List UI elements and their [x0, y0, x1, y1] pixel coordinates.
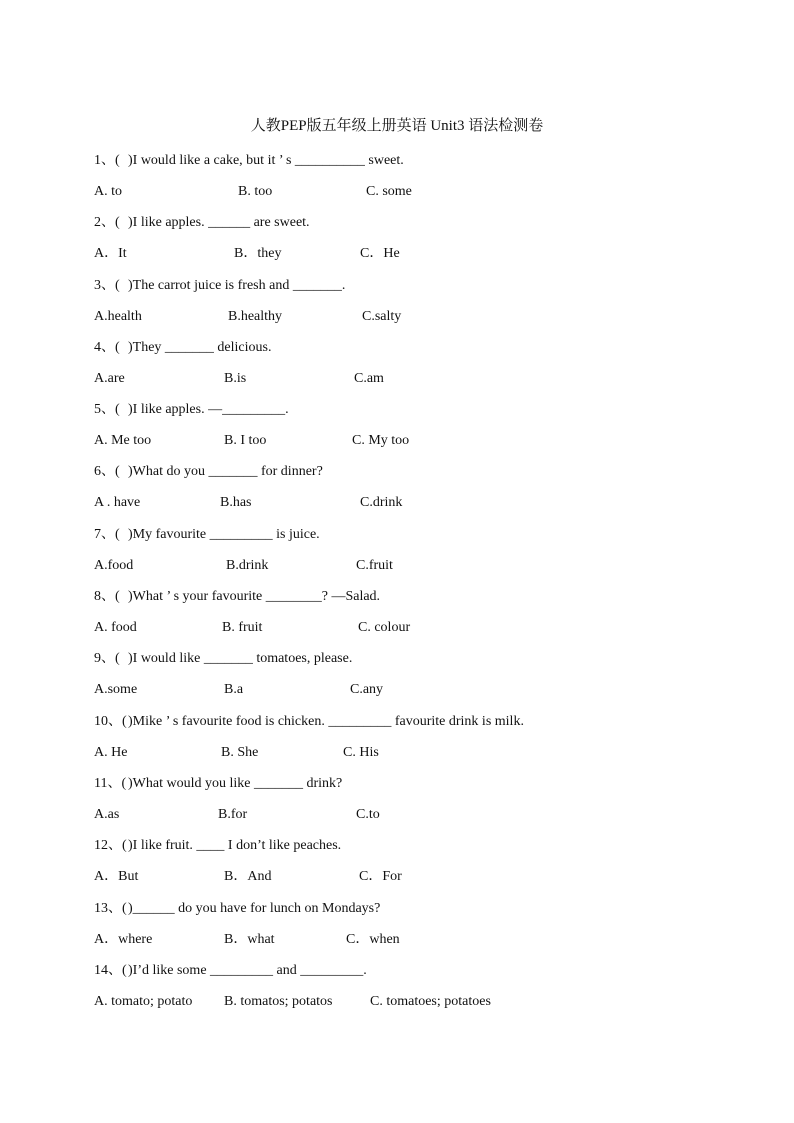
question-number: 12、(	[94, 838, 127, 854]
question-stem	[94, 338, 271, 358]
option-c: C.salty	[362, 308, 402, 324]
question-stem	[94, 400, 289, 420]
option-b: B．what	[224, 931, 275, 947]
option-a: A．where	[94, 931, 153, 947]
option-c: C. tomatoes; potatoes	[370, 993, 491, 1009]
option-b: B. I too	[224, 433, 267, 449]
question-stem	[94, 836, 341, 856]
question-number: 2、(	[94, 215, 120, 231]
question-text: )The carrot juice is fresh and _______.	[128, 277, 346, 293]
option-a: A．But	[94, 869, 139, 885]
question-text: )I like apples. ______ are sweet.	[128, 215, 310, 231]
question-number: 13、(	[94, 900, 127, 916]
question-stem	[94, 151, 404, 171]
option-a: A.some	[94, 682, 138, 698]
question-text: )My favourite _________ is juice.	[128, 526, 320, 542]
question-2	[94, 213, 734, 275]
question-3	[94, 276, 734, 338]
question-text: )I like fruit. ____ I don’t like peaches.	[128, 838, 342, 854]
question-4	[94, 338, 734, 400]
question-text: )I would like a cake, but it ’ s __________ sweet.	[128, 153, 404, 168]
option-c: C.to	[356, 806, 380, 822]
question-stem	[94, 899, 380, 919]
option-b: B.for	[218, 806, 248, 822]
option-c: C．when	[346, 931, 400, 947]
question-text: )They _______ delicious.	[128, 339, 272, 355]
option-a: A. Me too	[94, 433, 152, 449]
question-text: )Mike ’ s favourite food is chicken. _________ favourite drink is milk.	[128, 713, 524, 729]
option-a: A . have	[94, 495, 141, 511]
question-stem	[94, 774, 342, 794]
option-b: B.is	[224, 370, 247, 386]
option-b: B. She	[221, 744, 259, 760]
option-b: B.a	[224, 682, 244, 698]
option-c: C．He	[360, 246, 400, 262]
question-1	[94, 151, 734, 213]
option-b: B.drink	[226, 557, 269, 573]
question-8	[94, 587, 734, 649]
option-a: A.are	[94, 370, 125, 386]
question-text: )I would like _______ tomatoes, please.	[128, 651, 353, 667]
question-text: )What ’ s your favourite ________? —Salad.	[128, 589, 381, 605]
option-b: B.has	[220, 495, 252, 511]
question-number: 3、(	[94, 277, 120, 293]
option-c: C.fruit	[356, 557, 393, 573]
option-a: A.food	[94, 557, 134, 573]
option-c: C. colour	[358, 620, 411, 636]
question-number: 11、(	[94, 775, 127, 791]
question-6	[94, 462, 734, 524]
option-a: A．It	[94, 246, 127, 262]
question-list	[94, 151, 734, 1023]
option-c: C.drink	[360, 495, 403, 511]
option-a: A. He	[94, 744, 128, 760]
option-c: C. His	[343, 744, 379, 760]
option-b: B．And	[224, 869, 272, 885]
option-a: A.as	[94, 806, 120, 822]
question-stem	[94, 587, 380, 607]
option-b: B．they	[234, 246, 282, 262]
option-a: A. to	[94, 184, 122, 199]
question-stem	[94, 712, 524, 732]
option-c: C．For	[359, 869, 402, 885]
question-number: 7、(	[94, 526, 120, 542]
question-number: 4、(	[94, 339, 120, 355]
question-7	[94, 525, 734, 587]
question-9	[94, 649, 734, 711]
option-c: C. some	[366, 184, 412, 199]
option-b: B. tomatos; potatos	[224, 993, 333, 1009]
question-12	[94, 836, 734, 898]
question-number: 14、(	[94, 962, 127, 978]
question-stem	[94, 213, 310, 233]
option-a: A. food	[94, 620, 137, 636]
question-text: )I’d like some _________ and _________.	[128, 962, 367, 978]
page-title: 人教PEP版五年级上册英语 Unit3 语法检测卷	[250, 118, 544, 134]
question-14	[94, 961, 734, 1023]
question-stem	[94, 462, 323, 482]
option-b: B. too	[238, 184, 273, 199]
question-number: 6、(	[94, 464, 120, 480]
question-text: )______ do you have for lunch on Mondays?	[128, 900, 381, 916]
question-stem	[94, 525, 320, 545]
question-text: )What do you _______ for dinner?	[128, 464, 323, 480]
question-5	[94, 400, 734, 462]
question-number: 8、(	[94, 589, 120, 605]
question-13	[94, 899, 734, 961]
option-c: C.any	[350, 682, 384, 698]
option-a: A. tomato; potato	[94, 993, 193, 1009]
option-c: C.am	[354, 370, 384, 386]
question-stem	[94, 649, 352, 669]
question-10	[94, 712, 734, 774]
option-a: A.health	[94, 308, 142, 324]
question-11	[94, 774, 734, 836]
question-stem	[94, 961, 367, 981]
question-number: 1、(	[94, 153, 120, 168]
question-number: 10、(	[94, 713, 127, 729]
question-text: )What would you like _______ drink?	[128, 775, 343, 791]
question-text: )I like apples. —_________.	[128, 402, 289, 418]
question-number: 9、(	[94, 651, 120, 667]
question-number: 5、(	[94, 402, 120, 418]
option-c: C. My too	[352, 433, 410, 449]
question-stem	[94, 276, 345, 296]
option-b: B.healthy	[228, 308, 283, 324]
option-b: B. fruit	[222, 620, 263, 636]
